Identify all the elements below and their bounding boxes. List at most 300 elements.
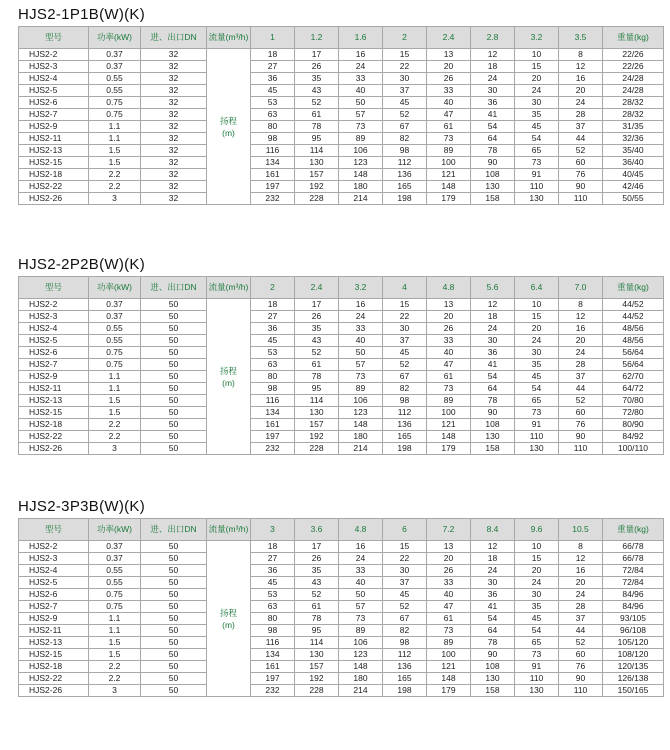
cell-head: 27 (251, 61, 295, 73)
cell-head: 15 (383, 49, 427, 61)
header-flow-value: 3 (251, 519, 295, 541)
cell-model: HJS2-7 (19, 601, 89, 613)
cell-model: HJS2-2 (19, 299, 89, 311)
cell-model: HJS2-5 (19, 577, 89, 589)
cell-dn: 50 (141, 335, 207, 347)
cell-head: 76 (559, 419, 603, 431)
cell-head: 30 (515, 97, 559, 109)
table-row (19, 359, 664, 371)
cell-head: 40 (427, 589, 471, 601)
head-label-line2: (m) (222, 377, 235, 388)
cell-head: 37 (559, 121, 603, 133)
cell-head: 24 (559, 347, 603, 359)
cell-head: 192 (295, 431, 339, 443)
cell-weight: 56/64 (603, 347, 664, 359)
header-flow-value: 2.4 (295, 277, 339, 299)
cell-head: 78 (295, 121, 339, 133)
cell-dn: 32 (141, 169, 207, 181)
cell-model: HJS2-9 (19, 613, 89, 625)
cell-head: 18 (251, 49, 295, 61)
cell-head: 78 (471, 395, 515, 407)
cell-power: 3 (89, 193, 141, 205)
cell-head: 80 (251, 121, 295, 133)
cell-head: 22 (383, 311, 427, 323)
cell-head: 73 (515, 649, 559, 661)
cell-power: 1.5 (89, 145, 141, 157)
header-flow: 流量(m³/h) (207, 27, 251, 49)
cell-head: 76 (559, 661, 603, 673)
cell-model: HJS2-6 (19, 97, 89, 109)
cell-head: 161 (251, 169, 295, 181)
cell-head: 134 (251, 649, 295, 661)
cell-head: 17 (295, 299, 339, 311)
cell-head: 180 (339, 673, 383, 685)
header-weight: 重量(kg) (603, 277, 664, 299)
header-flow-value: 2.4 (427, 27, 471, 49)
cell-head: 18 (471, 311, 515, 323)
cell-power: 2.2 (89, 661, 141, 673)
table-row (19, 323, 664, 335)
cell-head: 43 (295, 577, 339, 589)
header-flow-value: 2 (251, 277, 295, 299)
cell-dn: 50 (141, 565, 207, 577)
cell-head: 43 (295, 335, 339, 347)
cell-model: HJS2-4 (19, 323, 89, 335)
cell-head: 41 (471, 359, 515, 371)
cell-dn: 32 (141, 109, 207, 121)
cell-head: 52 (295, 347, 339, 359)
table-row (19, 85, 664, 97)
cell-head: 112 (383, 649, 427, 661)
cell-head: 198 (383, 685, 427, 697)
cell-head: 36 (251, 565, 295, 577)
cell-dn: 50 (141, 637, 207, 649)
cell-head: 52 (383, 109, 427, 121)
cell-head: 24 (339, 311, 383, 323)
cell-head: 45 (251, 577, 295, 589)
cell-weight: 40/45 (603, 169, 664, 181)
cell-head: 179 (427, 193, 471, 205)
header-power: 功率(kW) (89, 27, 141, 49)
cell-head: 161 (251, 661, 295, 673)
cell-head: 61 (295, 601, 339, 613)
cell-head: 30 (515, 347, 559, 359)
cell-head: 52 (559, 145, 603, 157)
cell-head: 148 (339, 419, 383, 431)
cell-model: HJS2-9 (19, 371, 89, 383)
cell-head: 18 (251, 299, 295, 311)
cell-head: 40 (339, 85, 383, 97)
cell-head: 114 (295, 395, 339, 407)
header-power: 功率(kW) (89, 519, 141, 541)
cell-model: HJS2-4 (19, 565, 89, 577)
cell-head: 61 (295, 109, 339, 121)
cell-head: 179 (427, 443, 471, 455)
cell-head: 121 (427, 419, 471, 431)
table-row (19, 553, 664, 565)
cell-head: 64 (471, 383, 515, 395)
cell-head: 157 (295, 661, 339, 673)
header-weight: 重量(kg) (603, 27, 664, 49)
cell-head: 47 (427, 359, 471, 371)
cell-head: 121 (427, 169, 471, 181)
cell-head: 89 (339, 133, 383, 145)
cell-head: 130 (295, 649, 339, 661)
cell-head: 15 (383, 299, 427, 311)
cell-dn: 50 (141, 613, 207, 625)
cell-head: 110 (559, 685, 603, 697)
cell-head: 45 (251, 335, 295, 347)
table-row (19, 347, 664, 359)
header-flow-value: 7.2 (427, 519, 471, 541)
cell-head: 37 (383, 577, 427, 589)
cell-dn: 50 (141, 323, 207, 335)
cell-head: 33 (427, 577, 471, 589)
header-flow-value: 4.8 (427, 277, 471, 299)
cell-head: 57 (339, 601, 383, 613)
cell-power: 1.1 (89, 121, 141, 133)
cell-head: 136 (383, 169, 427, 181)
cell-head: 28 (559, 109, 603, 121)
cell-weight: 105/120 (603, 637, 664, 649)
cell-head: 36 (251, 73, 295, 85)
cell-head: 130 (471, 431, 515, 443)
cell-dn: 32 (141, 85, 207, 97)
cell-head: 180 (339, 181, 383, 193)
cell-head: 45 (383, 97, 427, 109)
cell-head: 89 (427, 145, 471, 157)
cell-power: 0.55 (89, 577, 141, 589)
cell-head: 100 (427, 157, 471, 169)
cell-head: 41 (471, 109, 515, 121)
cell-head: 95 (295, 383, 339, 395)
cell-head: 13 (427, 299, 471, 311)
cell-head: 106 (339, 395, 383, 407)
cell-head: 136 (383, 419, 427, 431)
cell-head: 20 (515, 323, 559, 335)
table-row (19, 121, 664, 133)
cell-model: HJS2-26 (19, 685, 89, 697)
cell-weight: 50/55 (603, 193, 664, 205)
cell-head: 33 (427, 85, 471, 97)
cell-head: 36 (471, 347, 515, 359)
cell-head: 64 (471, 133, 515, 145)
cell-head: 27 (251, 553, 295, 565)
cell-head: 37 (559, 613, 603, 625)
cell-weight: 44/52 (603, 311, 664, 323)
header-flow-value: 4.8 (339, 519, 383, 541)
cell-head: 78 (295, 613, 339, 625)
cell-head: 130 (471, 181, 515, 193)
table-row (19, 181, 664, 193)
cell-dn: 32 (141, 133, 207, 145)
section-title: HJS2-3P3B(W)(K) (18, 498, 146, 515)
cell-head: 60 (559, 407, 603, 419)
cell-head: 16 (559, 565, 603, 577)
cell-head: 90 (559, 181, 603, 193)
table-row (19, 109, 664, 121)
cell-head: 26 (295, 311, 339, 323)
cell-head: 50 (339, 97, 383, 109)
cell-weight: 120/135 (603, 661, 664, 673)
cell-power: 2.2 (89, 181, 141, 193)
cell-head: 40 (339, 577, 383, 589)
table-row (19, 371, 664, 383)
cell-head: 116 (251, 637, 295, 649)
cell-head: 148 (339, 169, 383, 181)
cell-head: 123 (339, 649, 383, 661)
cell-head: 116 (251, 395, 295, 407)
table-row (19, 133, 664, 145)
cell-head: 33 (427, 335, 471, 347)
cell-dn: 50 (141, 311, 207, 323)
cell-head: 35 (295, 565, 339, 577)
cell-head: 41 (471, 601, 515, 613)
spec-table (18, 276, 664, 455)
cell-head: 65 (515, 145, 559, 157)
cell-head: 98 (251, 133, 295, 145)
cell-head: 73 (427, 383, 471, 395)
cell-head: 8 (559, 49, 603, 61)
cell-head: 57 (339, 359, 383, 371)
cell-dn: 50 (141, 601, 207, 613)
cell-head: 91 (515, 169, 559, 181)
cell-dn: 50 (141, 443, 207, 455)
cell-weight: 24/28 (603, 73, 664, 85)
cell-head: 24 (515, 577, 559, 589)
cell-power: 0.55 (89, 85, 141, 97)
header-dn: 进、出口DN (141, 277, 207, 299)
cell-weight: 22/26 (603, 61, 664, 73)
cell-model: HJS2-11 (19, 625, 89, 637)
cell-model: HJS2-13 (19, 637, 89, 649)
head-label-line2: (m) (222, 127, 235, 138)
cell-head: 89 (427, 637, 471, 649)
cell-head: 36 (471, 589, 515, 601)
cell-head: 54 (471, 121, 515, 133)
cell-head: 89 (339, 625, 383, 637)
table-row (19, 637, 664, 649)
header-flow-value: 10.5 (559, 519, 603, 541)
cell-dn: 50 (141, 347, 207, 359)
cell-head: 12 (559, 553, 603, 565)
cell-head: 13 (427, 541, 471, 553)
cell-weight: 48/56 (603, 323, 664, 335)
table-row (19, 97, 664, 109)
cell-head: 106 (339, 145, 383, 157)
cell-head: 148 (427, 431, 471, 443)
cell-head: 53 (251, 589, 295, 601)
cell-dn: 50 (141, 589, 207, 601)
cell-head: 232 (251, 443, 295, 455)
cell-head: 8 (559, 299, 603, 311)
cell-weight: 31/35 (603, 121, 664, 133)
cell-power: 1.5 (89, 157, 141, 169)
cell-power: 1.5 (89, 637, 141, 649)
cell-power: 0.55 (89, 335, 141, 347)
cell-weight: 44/52 (603, 299, 664, 311)
cell-head: 52 (295, 589, 339, 601)
cell-head: 110 (559, 443, 603, 455)
cell-head: 91 (515, 419, 559, 431)
cell-power: 2.2 (89, 169, 141, 181)
cell-head: 158 (471, 685, 515, 697)
table-row (19, 431, 664, 443)
cell-head: 26 (295, 61, 339, 73)
cell-head: 15 (383, 541, 427, 553)
table-row (19, 565, 664, 577)
cell-head: 40 (427, 347, 471, 359)
cell-head: 165 (383, 181, 427, 193)
cell-head: 15 (515, 61, 559, 73)
section-title: HJS2-1P1B(W)(K) (18, 6, 146, 23)
cell-head: 228 (295, 685, 339, 697)
cell-weight: 64/72 (603, 383, 664, 395)
cell-weight: 42/46 (603, 181, 664, 193)
cell-model: HJS2-18 (19, 169, 89, 181)
cell-weight: 96/108 (603, 625, 664, 637)
cell-head: 192 (295, 181, 339, 193)
cell-head: 61 (427, 613, 471, 625)
header-row (19, 277, 664, 299)
cell-head: 134 (251, 407, 295, 419)
header-flow-value: 1.2 (295, 27, 339, 49)
cell-head: 67 (383, 613, 427, 625)
cell-head: 64 (471, 625, 515, 637)
cell-head: 130 (295, 157, 339, 169)
header-model: 型号 (19, 27, 89, 49)
cell-head: 98 (383, 637, 427, 649)
header-flow-value: 3.2 (339, 277, 383, 299)
cell-head: 110 (515, 673, 559, 685)
cell-model: HJS2-22 (19, 673, 89, 685)
cell-power: 0.37 (89, 61, 141, 73)
cell-head: 17 (295, 541, 339, 553)
cell-head: 192 (295, 673, 339, 685)
cell-head: 100 (427, 407, 471, 419)
cell-head: 90 (559, 431, 603, 443)
cell-head: 15 (515, 553, 559, 565)
cell-head: 30 (471, 577, 515, 589)
cell-head: 24 (559, 589, 603, 601)
cell-weight: 84/92 (603, 431, 664, 443)
cell-head: 33 (339, 73, 383, 85)
cell-head: 52 (559, 637, 603, 649)
cell-head: 12 (471, 299, 515, 311)
cell-power: 1.1 (89, 613, 141, 625)
cell-head: 98 (251, 625, 295, 637)
cell-head: 108 (471, 661, 515, 673)
cell-weight: 56/64 (603, 359, 664, 371)
cell-head: 165 (383, 431, 427, 443)
cell-head: 197 (251, 431, 295, 443)
cell-head: 18 (471, 553, 515, 565)
cell-head: 52 (383, 601, 427, 613)
cell-head: 90 (559, 673, 603, 685)
table-row (19, 419, 664, 431)
cell-head: 54 (515, 133, 559, 145)
table-row (19, 443, 664, 455)
table-row (19, 661, 664, 673)
cell-head: 20 (559, 335, 603, 347)
cell-head: 22 (383, 61, 427, 73)
table-row (19, 61, 664, 73)
cell-weight: 24/28 (603, 85, 664, 97)
cell-head: 45 (383, 589, 427, 601)
cell-head: 157 (295, 169, 339, 181)
cell-dn: 50 (141, 359, 207, 371)
cell-head: 157 (295, 419, 339, 431)
cell-weight: 84/96 (603, 601, 664, 613)
cell-power: 2.2 (89, 419, 141, 431)
cell-head: 214 (339, 193, 383, 205)
header-flow-value: 9.6 (515, 519, 559, 541)
cell-model: HJS2-22 (19, 181, 89, 193)
cell-weight: 48/56 (603, 335, 664, 347)
cell-power: 1.5 (89, 395, 141, 407)
cell-head: 30 (515, 589, 559, 601)
cell-head: 43 (295, 85, 339, 97)
header-flow-value: 2 (383, 27, 427, 49)
cell-power: 0.37 (89, 299, 141, 311)
header-flow-value: 3.5 (559, 27, 603, 49)
cell-head: 198 (383, 193, 427, 205)
cell-dn: 50 (141, 625, 207, 637)
cell-head: 16 (339, 299, 383, 311)
cell-head: 80 (251, 371, 295, 383)
cell-head: 16 (559, 323, 603, 335)
cell-power: 0.55 (89, 73, 141, 85)
cell-head: 40 (339, 335, 383, 347)
cell-head: 78 (471, 145, 515, 157)
cell-head: 10 (515, 541, 559, 553)
cell-dn: 50 (141, 661, 207, 673)
cell-head: 24 (471, 323, 515, 335)
cell-head: 63 (251, 109, 295, 121)
cell-weight: 70/80 (603, 395, 664, 407)
cell-dn: 50 (141, 553, 207, 565)
cell-head: 12 (471, 49, 515, 61)
cell-dn: 50 (141, 383, 207, 395)
cell-head: 161 (251, 419, 295, 431)
cell-head: 114 (295, 145, 339, 157)
head-label-line1: 扬程 (219, 365, 237, 376)
cell-head: 60 (559, 649, 603, 661)
cell-head: 90 (471, 649, 515, 661)
cell-head: 45 (515, 121, 559, 133)
cell-head: 73 (427, 133, 471, 145)
cell-dn: 32 (141, 145, 207, 157)
cell-head: 98 (383, 395, 427, 407)
spec-section (18, 254, 663, 455)
cell-dn: 32 (141, 121, 207, 133)
cell-dn: 32 (141, 157, 207, 169)
cell-head: 82 (383, 133, 427, 145)
cell-head: 52 (559, 395, 603, 407)
header-flow-value: 1.6 (339, 27, 383, 49)
header-flow-value: 8.4 (471, 519, 515, 541)
cell-power: 0.75 (89, 589, 141, 601)
cell-head: 89 (427, 395, 471, 407)
cell-head: 130 (471, 673, 515, 685)
cell-weight: 28/32 (603, 109, 664, 121)
cell-head: 35 (515, 359, 559, 371)
cell-head: 47 (427, 601, 471, 613)
cell-head: 73 (339, 613, 383, 625)
cell-head: 116 (251, 145, 295, 157)
cell-head: 52 (295, 97, 339, 109)
header-flow: 流量(m³/h) (207, 277, 251, 299)
